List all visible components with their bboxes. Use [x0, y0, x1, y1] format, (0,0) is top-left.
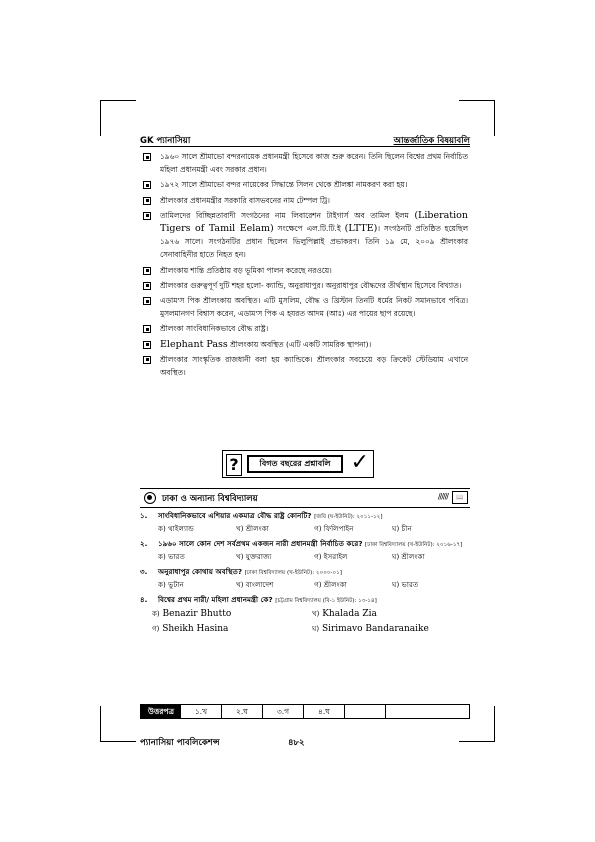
crop-mark — [100, 741, 136, 742]
option: খ) বাংলাদেশ — [236, 580, 274, 589]
question-text: ১৯৬০ সালে কোন দেশ সর্বপ্রথম একজন নারী প্রধানমন্ত্রী নির্বাচিত করে? — [158, 539, 363, 548]
header-right: আন্তর্জাতিক বিষয়াবলি — [393, 136, 470, 146]
option: গ) Sheikh Hasina — [152, 624, 229, 634]
square-bullet-icon — [143, 356, 151, 364]
question-number: ৩. — [140, 567, 148, 576]
square-bullet-icon — [143, 325, 151, 333]
option: ক) ভারত — [158, 552, 185, 561]
question-item — [140, 510, 470, 535]
option: ঘ) চীন — [392, 524, 412, 533]
fact-item: ১৯৬০ সালে শ্রীমাভো বন্দরনায়েক প্রধানমন্ত্রী হিসেবে কাজ শুরু করেন। তিনি ছিলেন বিশ্বের প্রথম নির্বাচিত মহিলা প্রধানমন্ত্রী এবং সরকার প্রধান। — [142, 150, 468, 176]
question-text: সাংবিধানিকভাবে এশিয়ার একমাত্র বৌদ্ধ রাষ্ট্র কোনটি? — [158, 511, 312, 520]
option: ক) ভুটান — [158, 580, 184, 589]
option-row — [140, 579, 470, 591]
answer-key — [140, 704, 470, 719]
option-row — [140, 523, 470, 535]
crop-mark — [459, 100, 495, 101]
fact-item: ১৯৭২ সালে শ্রীমাভো বন্দর নায়েকের সিদ্ধান্তে সিলন থেকে শ্রীলঙ্কা নামকরণ করা হয়। — [142, 178, 468, 191]
answer-key-label: উত্তরপত্র — [141, 705, 181, 718]
option: খ) শ্রীলংকা — [236, 524, 269, 533]
square-bullet-icon — [143, 153, 151, 161]
square-bullet-icon — [143, 341, 151, 349]
crop-mark — [100, 100, 101, 136]
crop-mark — [494, 100, 495, 136]
question-number: ২. — [140, 539, 148, 548]
question-number: ১. — [140, 511, 148, 520]
square-bullet-icon — [143, 181, 151, 189]
question-text: বিশ্বের প্রথম নারী/ মহিলা প্রধানমন্ত্রী কে? — [158, 595, 273, 604]
option: ঘ) Sirimavo Bandaranaike — [312, 624, 429, 634]
answer-cell — [345, 705, 386, 718]
answer-cell: ৩.গ — [263, 705, 304, 718]
answer-cell: ২.ঘ — [222, 705, 263, 718]
option: গ) ইসরাইল — [314, 552, 348, 561]
question-item — [140, 538, 470, 563]
answer-cell: ৪.ঘ — [304, 705, 345, 718]
option: গ) শ্রীলংকা — [314, 580, 347, 589]
option: গ) ফিলিপাইন — [314, 524, 354, 533]
crop-mark — [494, 706, 495, 742]
fact-item: Elephant Pass শ্রীলংকায় অবস্থিত (এটি একটি সামরিক স্থাপনা)। — [142, 338, 468, 351]
banner-label: বিগত বছরের প্রশ্নাবলি — [247, 455, 343, 473]
answer-cell: ১.খ — [181, 705, 222, 718]
square-bullet-icon — [143, 282, 151, 290]
book-icon: 📖 — [452, 491, 468, 504]
question-source: [চট্টগ্রাম বিশ্ববিদ্যালয় (বি-১ ইউনিট): ১৩-১৪] — [275, 598, 377, 604]
question-number: ৪. — [140, 595, 148, 604]
slash-decoration-icon: ////// — [437, 492, 448, 501]
running-header — [140, 132, 470, 147]
fact-item: শ্রীলংকার গুরুত্বপূর্ণ দুটি শহর হলো- ক্যান্ডি, অনুরাধাপুর। অনুরাধাপুর বৌদ্ধদের তীর্থস্থান হিসেবে বিখ্যাত। — [142, 279, 468, 292]
option: খ) Khalada Zia — [312, 609, 377, 619]
option: খ) যুক্তরাজ্য — [236, 552, 272, 561]
option: ঘ) ভারত — [392, 580, 419, 589]
square-bullet-icon — [143, 297, 151, 305]
option: ঘ) শ্রীলংকা — [392, 552, 425, 561]
square-bullet-icon — [143, 212, 151, 220]
option: ক) থাইল্যান্ড — [158, 524, 194, 533]
option-row — [140, 551, 470, 563]
target-circle-icon — [144, 492, 156, 504]
question-source: [ঢাকা বিশ্ববিদ্যালয় (খ-ইউনিট): ২০০০-০১] — [244, 570, 342, 576]
crop-mark — [100, 100, 136, 101]
answer-cell — [386, 705, 469, 718]
question-source: [জবি (ঘ-ইউনিট): ২০১১-১২] — [314, 514, 383, 520]
fact-item: শ্রীলংকায় শান্তি প্রতিষ্ঠায় বড় ভূমিকা পালন করেছে নরওয়ে। — [142, 264, 468, 277]
question-source: [ঢাকা বিশ্ববিদ্যালয় (খ-ইউনিট): ২০১৬-১৭] — [365, 542, 463, 548]
page-number: ৪৮২ — [288, 738, 305, 748]
fact-list — [142, 150, 468, 381]
question-item — [140, 594, 470, 637]
fact-item: শ্রীলংকার সাংস্কৃতিক রাজধানী বলা হয় ক্যান্ডিকে। শ্রীলংকার সবচেয়ে বড় ক্রিকেট স্টেডিয়াম এখানে অবস্থিত। — [142, 353, 468, 379]
fact-item: শ্রীলংকার প্রধানমন্ত্রীর সরকারি বাসভবনের নাম টেম্পল ট্রি। — [142, 194, 468, 207]
checkmark-icon: ✓ — [350, 450, 369, 475]
crop-mark — [100, 706, 101, 742]
square-bullet-icon — [143, 197, 151, 205]
question-list — [140, 510, 470, 640]
question-text: অনুরাধাপুর কোথায় অবস্থিত? — [158, 567, 243, 576]
option: ক) Benazir Bhutto — [152, 609, 232, 619]
page-content — [140, 132, 470, 722]
publisher-name: প্যানাসিয়া পাবলিকেশন্স — [140, 738, 220, 748]
square-bullet-icon — [143, 267, 151, 275]
fact-item: তামিলদের বিচ্ছিন্নতাবাদী সংগঠনের নাম লিবারেশন টাইগার্স অব তামিল ইলম (Liberation Tigers of Tamil Eelam) সংক্ষেপে এল.টি.টি.ই (LTTE)। সংগঠনটি প্রতিষ্ঠিত হয়েছিল ১৯৭৬ সালে। সংগঠনটির প্রধান ছিলেন ভিলুপিল্লাই প্রভাকরণ। তিনি ১৯ মে, ২০০৯ শ্রীলংকার সেনাবাহিনীর হাতে নিহত হন। — [142, 209, 468, 262]
option-grid — [140, 607, 470, 637]
section-title: ঢাকা ও অন্যান্য বিশ্ববিদ্যালয় — [162, 494, 258, 504]
question-mark-icon: ? — [226, 454, 242, 476]
question-item — [140, 566, 470, 591]
header-left: GK প্যানাসিয়া — [140, 136, 191, 146]
previous-questions-banner — [222, 450, 374, 478]
fact-item: শ্রীলংকা সাংবিধানিকভাবে বৌদ্ধ রাষ্ট্র। — [142, 322, 468, 335]
crop-mark — [459, 741, 495, 742]
section-header — [140, 488, 470, 508]
fact-item: এডাম'স পিক শ্রীলংকায় অবস্থিত। এটি মুসলিম, বৌদ্ধ ও খ্রিস্টান তিনটি ধর্মের নিকট সমানভাবে পবিত্র। মুসলমানগণ বিশ্বাস করেন, এডাম'স পিক এ হযরত আদম (আঃ) এর পায়ের ছাপ রয়েছে। — [142, 294, 468, 320]
